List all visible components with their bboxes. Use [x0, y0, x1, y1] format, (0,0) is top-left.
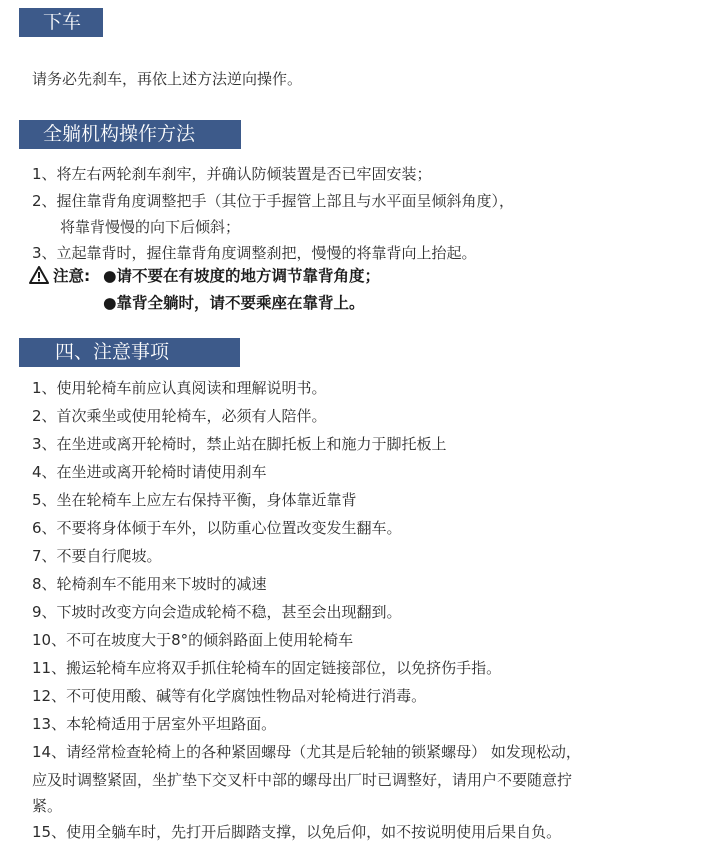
section-header-getoff: 下车: [19, 8, 103, 37]
precaution-item-14-cont-2: 紧。: [32, 797, 63, 815]
precaution-item-8: 8、轮椅刹车不能用来下坡时的减速: [32, 575, 267, 593]
precaution-item-6: 6、不要将身体倾于车外，以防重心位置改变发生翻车。: [32, 519, 402, 537]
note-label: 注意:: [53, 267, 91, 285]
precaution-item-1: 1、使用轮椅车前应认真阅读和理解说明书。: [32, 379, 327, 397]
section-header-precautions: 四、注意事项: [19, 338, 240, 367]
precaution-item-10: 10、不可在坡度大于8°的倾斜路面上使用轮椅车: [32, 631, 354, 649]
note-item-2: ●靠背全躺时，请不要乘座在靠背上。: [103, 294, 365, 312]
recline-step-2-continued: 将靠背慢慢的向下后倾斜；: [60, 218, 241, 236]
precaution-item-14-cont-1: 应及时调整紧固，坐扩垫下交叉杆中部的螺母出厂时已调整好，请用户不要随意拧: [32, 771, 573, 789]
precaution-item-12: 12、不可使用酸、碱等有化学腐蚀性物品对轮椅进行消毒。: [32, 687, 427, 705]
recline-step-3: 3、立起靠背时，握住靠背角度调整刹把，慢慢的将靠背向上抬起。: [32, 244, 477, 262]
section-header-recline: 全躺机构操作方法: [19, 120, 241, 149]
precaution-item-14: 14、请经常检查轮椅上的各种紧固螺母（尤其是后轮轴的锁紧螺母） 如发现松动，: [32, 743, 581, 761]
getoff-instruction: 请务必先刹车，再依上述方法逆向操作。: [32, 70, 303, 88]
precaution-item-3: 3、在坐进或离开轮椅时，禁止站在脚托板上和施力于脚托板上: [32, 435, 447, 453]
precaution-item-11: 11、搬运轮椅车应将双手抓住轮椅车的固定链接部位，以免挤伤手指。: [32, 659, 502, 677]
precaution-item-4: 4、在坐进或离开轮椅时请使用刹车: [32, 463, 267, 481]
precaution-item-7: 7、不要自行爬坡。: [32, 547, 162, 565]
warning-triangle-icon: [29, 266, 49, 284]
note-item-1: ●请不要在有坡度的地方调节靠背角度；: [103, 267, 381, 285]
recline-step-2: 2、握住靠背角度调整把手（其位于手握管上部且与水平面呈倾斜角度），: [32, 192, 515, 210]
precaution-item-5: 5、坐在轮椅车上应左右保持平衡，身体靠近靠背: [32, 491, 357, 509]
precaution-item-2: 2、首次乘坐或使用轮椅车，必须有人陪伴。: [32, 407, 327, 425]
precaution-item-9: 9、下坡时改变方向会造成轮椅不稳，甚至会出现翻到。: [32, 603, 402, 621]
precaution-item-15: 15、使用全躺车时，先打开后脚踏支撑，以免后仰，如不按说明使用后果自负。: [32, 823, 562, 841]
precaution-item-13: 13、本轮椅适用于居室外平坦路面。: [32, 715, 277, 733]
recline-step-1: 1、将左右两轮刹车刹牢，并确认防倾装置是否已牢固安装；: [32, 165, 432, 183]
